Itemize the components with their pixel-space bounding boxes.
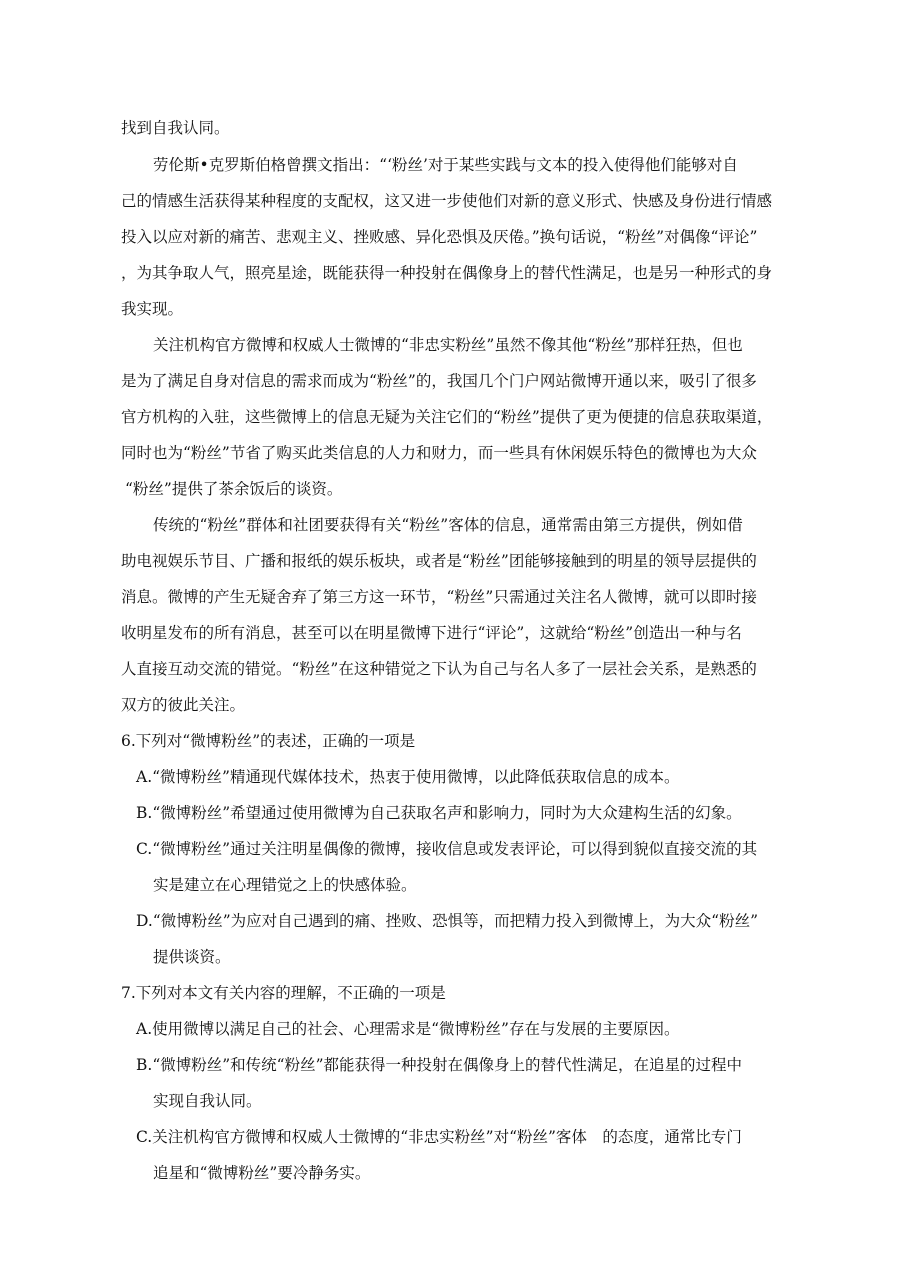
paragraph-line: 传统的“粉丝”群体和社团要获得有关“粉丝”客体的信息，通常需由第三方提供，例如借 [153, 516, 743, 534]
paragraph-line: 我实现。 [121, 300, 184, 318]
paragraph-line: 同时也为“粉丝”节省了购买此类信息的人力和财力，而一些具有休闲娱乐特色的微博也为大众 [121, 444, 757, 462]
option-line: A.“微博粉丝”精通现代媒体技术，热衷于使用微博，以此降低获取信息的成本。 [136, 768, 680, 786]
paragraph-line: 双方的彼此关注。 [121, 696, 246, 714]
paragraph-line: ，为其争取人气，照亮星途，既能获得一种投射在偶像身上的替代性满足，也是另一种形式的身 [121, 264, 773, 282]
paragraph-line: 消息。微博的产生无疑舍弃了第三方这一环节，“粉丝”只需通过关注名人微博，就可以即时接 [121, 588, 757, 606]
option-line: D.“微博粉丝”为应对自己遇到的痛、挫败、恐惧等，而把精力投入到微博上，为大众“粉丝” [136, 912, 759, 930]
option-line: 实是建立在心理错觉之上的快感体验。 [153, 876, 417, 894]
paragraph-line: 关注机构官方微博和权威人士微博的“非忠实粉丝”虽然不像其他“粉丝”那样狂热，但也 [153, 336, 743, 354]
paragraph-line: “粉丝”提供了茶余饭后的谈资。 [125, 480, 343, 498]
paragraph-line: 投入以应对新的痛苦、悲观主义、挫败感、异化恐惧及厌倦。”换句话说，“粉丝”对偶像“评论” [121, 228, 758, 246]
question-stem: 6.下列对“微博粉丝”的表述，正确的一项是 [121, 732, 416, 750]
option-line: C.“微博粉丝”通过关注明星偶像的微博，接收信息或发表评论，可以得到貌似直接交流的其 [136, 840, 758, 858]
option-line: C.关注机构官方微博和权威人士微博的“非忠实粉丝”对“粉丝”客体 的态度，通常比专门 [136, 1128, 742, 1146]
option-line: 提供谈资。 [153, 948, 231, 966]
paragraph-line: 是为了满足自身对信息的需求而成为“粉丝”的，我国几个门户网站微博开通以来，吸引了很多 [121, 372, 757, 390]
option-line: B.“微博粉丝”和传统“粉丝”都能获得一种投射在偶像身上的替代性满足，在追星的过程中 [136, 1056, 743, 1074]
question-stem: 7.下列对本文有关内容的理解，不正确的一项是 [121, 984, 446, 1002]
paragraph-line: 劳伦斯•克罗斯伯格曾撰文指出：“‘粉丝’对于某些实践与文本的投入使得他们能够对自 [153, 156, 738, 174]
option-line: B.“微博粉丝”希望通过使用微博为自己获取名声和影响力，同时为大众建构生活的幻象。 [136, 804, 742, 822]
paragraph-line: 助电视娱乐节目、广播和报纸的娱乐板块，或者是“粉丝”团能够接触到的明星的领导层提供的 [121, 552, 757, 570]
option-line: A.使用微博以满足自己的社会、心理需求是“微博粉丝”存在与发展的主要原因。 [136, 1020, 680, 1038]
paragraph-line: 找到自我认同。 [121, 119, 230, 137]
option-line: 追星和“微博粉丝”要冷静务实。 [153, 1164, 371, 1182]
option-line: 实现自我认同。 [153, 1092, 262, 1110]
paragraph-line: 己的情感生活获得某种程度的支配权，这又进一步使他们对新的意义形式、快感及身份进行情感 [121, 192, 773, 210]
paragraph-line: 官方机构的入驻，这些微博上的信息无疑为关注它们的“粉丝”提供了更为便捷的信息获取渠道， [121, 408, 773, 426]
paragraph-line: 收明星发布的所有消息，甚至可以在明星微博下进行“评论”，这就给“粉丝”创造出一种与名 [121, 624, 742, 642]
paragraph-line: 人直接互动交流的错觉。“粉丝”在这种错觉之下认为自己与名人多了一层社会关系，是熟悉的 [121, 660, 757, 678]
